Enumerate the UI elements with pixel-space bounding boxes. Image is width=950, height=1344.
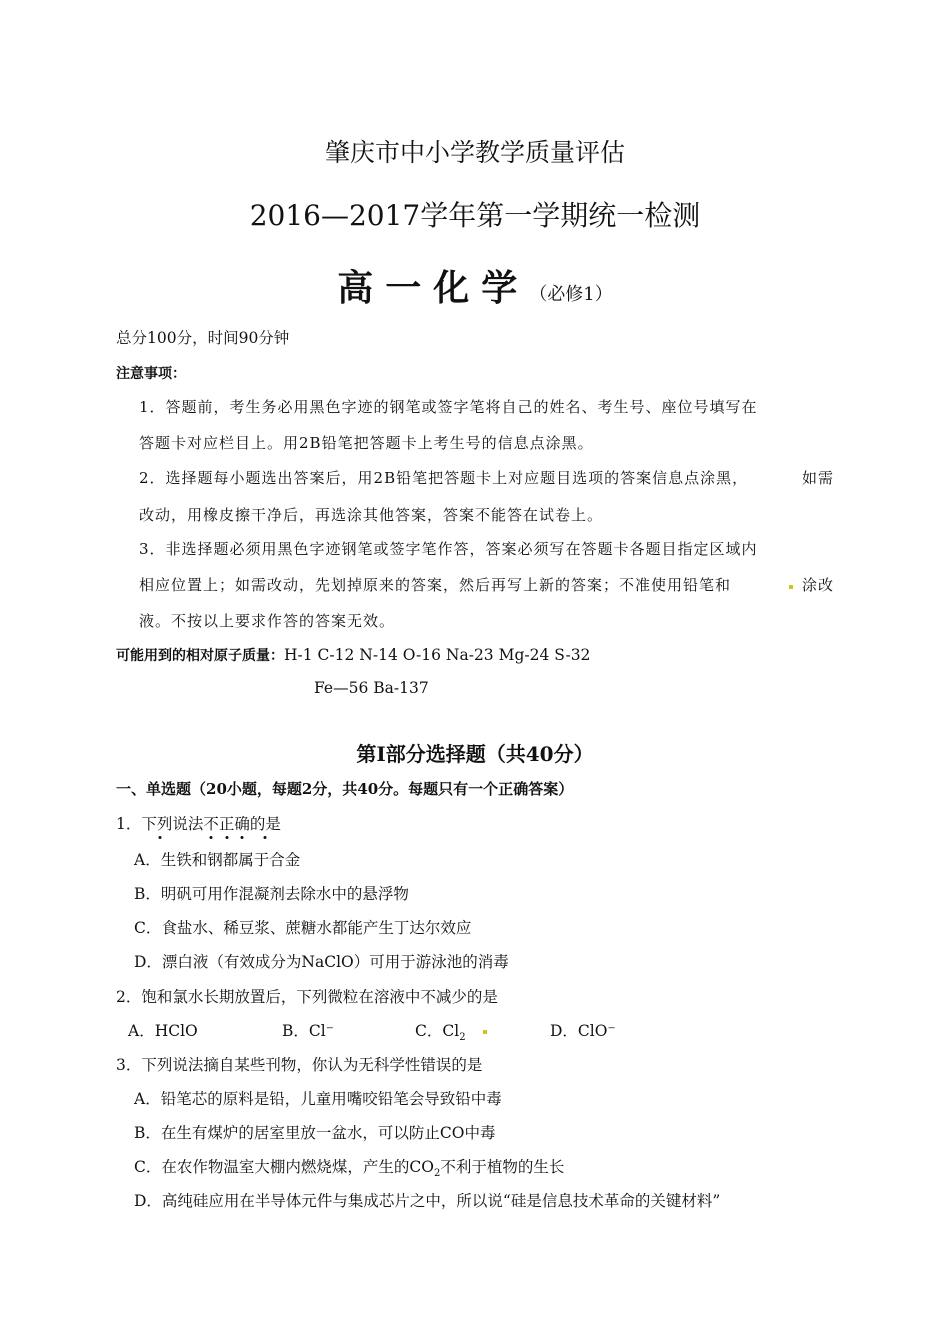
atomic-mass-line — [116, 645, 590, 665]
notice-line: 2．选择题每小题选出答案后，用2B铅笔把答题卡上对应题目选项的答案信息点涂黑， — [139, 469, 749, 487]
option-text: 不利于植物的生长 — [440, 1158, 565, 1176]
notice-line: 涂改 — [802, 576, 835, 594]
option: C．食盐水、稀豆浆、蔗糖水都能产生丁达尔效应 — [134, 919, 472, 937]
subject-name: 高一化学 — [337, 267, 530, 309]
mark-dot — [483, 1030, 487, 1034]
subscript: 2 — [433, 1168, 441, 1180]
option: D．ClO⁻ — [550, 1022, 616, 1040]
option: A．生铁和钢都属于合金 — [134, 851, 301, 869]
atomic-mass-label: 可能用到的相对原子质量： — [116, 648, 284, 664]
option-text: C．在农作物温室大棚内燃烧煤，产生的CO — [134, 1158, 434, 1176]
question-1-stem — [116, 812, 281, 834]
exam-org-title: 肇庆市中小学教学质量评估 — [324, 138, 625, 167]
notice-line: 1．答题前，考生务必用黑色字迹的钢笔或签字笔将自己的姓名、考生号、座位号填写在 — [139, 398, 758, 416]
emphasis-char: 正 — [218, 815, 235, 833]
subject-note: （必修1） — [529, 284, 613, 305]
score-time: 总分100分，时间90分钟 — [116, 329, 290, 347]
option: B．明矾可用作混凝剂去除水中的悬浮物 — [134, 885, 409, 903]
question-text: 1．下列说法 — [116, 815, 204, 833]
option: B．Cl⁻ — [282, 1022, 334, 1040]
emphasis-char: 不 — [203, 815, 219, 833]
option: A．铅笔芯的原料是铅，儿童用嘴咬铅笔会导致铅中毒 — [134, 1090, 502, 1108]
notice-line: 改动，用橡皮擦干净后，再选涂其他答案，答案不能答在试卷上。 — [139, 506, 604, 524]
emphasis-char: 确 — [234, 815, 250, 833]
option — [415, 1019, 466, 1043]
notice-line: 答题卡对应栏目上。用2B铅笔把答题卡上考生号的信息点涂黑。 — [139, 434, 594, 452]
question-text: 的是 — [249, 815, 281, 833]
option: A．HClO — [128, 1022, 198, 1040]
option-text: C．Cl — [415, 1022, 460, 1040]
notice-line: 液。不按以上要求作答的答案无效。 — [139, 612, 396, 630]
section-instruction: 一、单选题（20小题，每题2分，共40分。每题只有一个正确答案） — [116, 780, 574, 798]
atomic-mass-values: H-1 C-12 N-14 O-16 Na-23 Mg-24 S-32 — [284, 646, 591, 664]
notice-heading: 注意事项： — [116, 366, 186, 382]
question-3-stem: 3．下列说法摘自某些刊物，你认为无科学性错误的是 — [116, 1056, 483, 1074]
subject-title — [0, 260, 950, 311]
option: D．高纯硅应用在半导体元件与集成芯片之中，所以说“硅是信息技术革命的关键材料” — [134, 1192, 721, 1210]
mark-dot — [789, 585, 793, 589]
exam-term-title: 2016—2017学年第一学期统一检测 — [249, 199, 701, 232]
notice-line: 相应位置上；如需改动，先划掉原来的答案，然后再写上新的答案；不准使用铅笔和 — [139, 576, 732, 594]
section-title: 第Ⅰ部分选择题（共40分） — [356, 742, 594, 766]
notice-line: 如需 — [802, 469, 835, 487]
atomic-mass-values-2: Fe—56 Ba-137 — [314, 679, 429, 697]
option: D．漂白液（有效成分为NaClO）可用于游泳池的消毒 — [134, 953, 509, 971]
option: B．在生有煤炉的居室里放一盆水，可以防止CO中毒 — [134, 1124, 496, 1142]
notice-line: 3．非选择题必须用黑色字迹钢笔或签字笔作答，答案必须写在答题卡各题目指定区域内 — [139, 540, 758, 558]
subscript: 2 — [459, 1032, 466, 1044]
question-2-stem: 2．饱和氯水长期放置后，下列微粒在溶液中不减少的是 — [116, 988, 498, 1006]
option — [134, 1155, 564, 1179]
